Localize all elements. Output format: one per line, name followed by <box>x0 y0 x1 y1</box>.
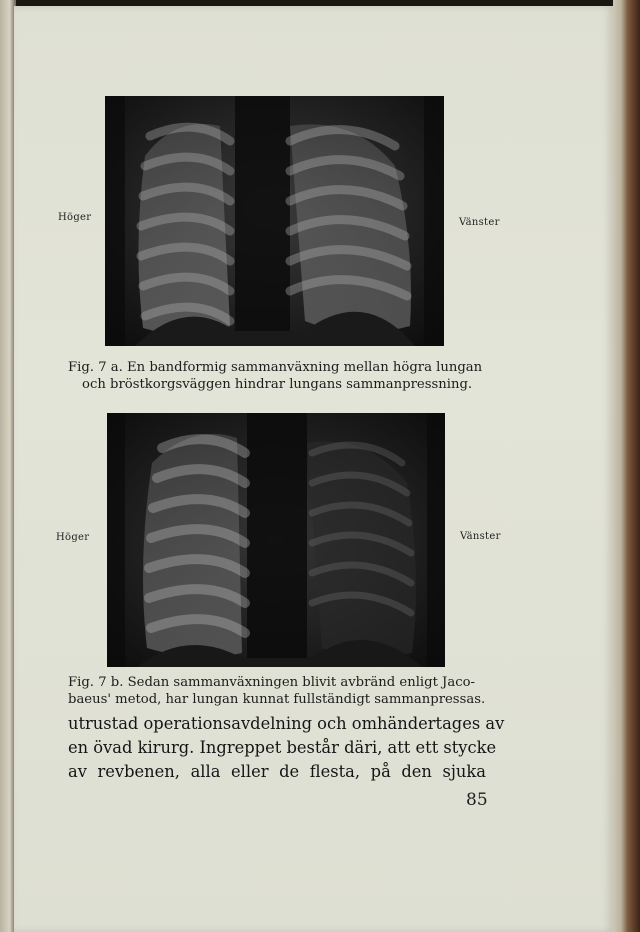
body-text <box>68 712 505 784</box>
figure-7a-right-label: Vänster <box>459 217 500 228</box>
page-number: 85 <box>466 790 488 810</box>
xray-figure-7a <box>105 96 444 346</box>
caption-line: och bröstkorgsväggen hindrar lungans sammanpressning. <box>82 377 473 392</box>
caption-line: Fig. 7 b. Sedan sammanväxningen blivit avbränd enligt Jaco- <box>68 675 475 690</box>
figure-7a-caption <box>68 359 488 393</box>
figure-7a-left-label: Höger <box>58 212 92 223</box>
figure-7b-right-label: Vänster <box>460 531 501 542</box>
body-line: av revbenen, alla eller de flesta, på den sjuka <box>68 762 486 781</box>
book-right-edge <box>613 0 640 932</box>
xray-figure-7b <box>107 413 445 667</box>
figure-7b-left-label: Höger <box>56 532 90 543</box>
caption-line: baeus' metod, har lungan kunnat fullständigt sammanpressas. <box>68 692 486 707</box>
body-line: utrustad operationsavdelning och omhändertages av <box>68 714 505 733</box>
body-line: en övad kirurg. Ingreppet består däri, att ett stycke <box>68 738 497 757</box>
caption-line: Fig. 7 a. En bandformig sammanväxning mellan högra lungan <box>68 360 483 375</box>
figure-7b-caption <box>68 674 488 708</box>
